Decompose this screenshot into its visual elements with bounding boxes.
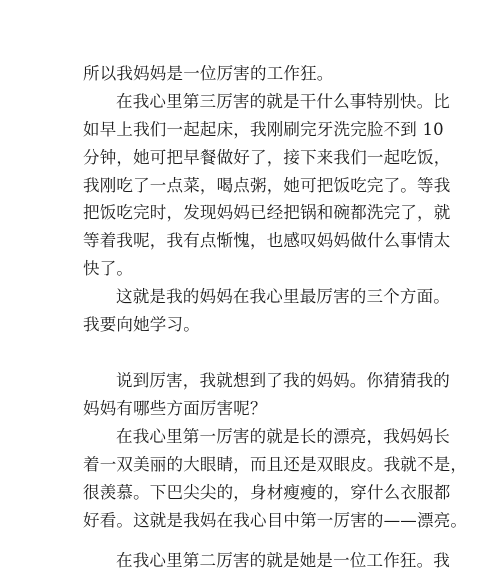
text-line: 好看。这就是我妈在我心目中第一厉害的——漂亮。 bbox=[83, 511, 468, 530]
text-line: 等着我呢，我有点惭愧，也感叹妈妈做什么事情太 bbox=[83, 231, 451, 250]
text-line: 把饭吃完时，发现妈妈已经把锅和碗都洗完了，就 bbox=[83, 203, 451, 222]
text-line: 所以我妈妈是一位厉害的工作狂。 bbox=[83, 64, 334, 83]
text-line: 分钟，她可把早餐做好了，接下来我们一起吃饭， bbox=[83, 148, 451, 167]
text-line: 在我心里第一厉害的就是长的漂亮，我妈妈长 bbox=[116, 427, 450, 446]
text-line: 着一双美丽的大眼睛，而且还是双眼皮。我就不是， bbox=[83, 455, 468, 474]
text-line: 妈妈有哪些方面厉害呢？ bbox=[83, 399, 267, 418]
text-line: 我刚吃了一点菜，喝点粥，她可把饭吃完了。等我 bbox=[83, 176, 451, 195]
text-line: 很羡慕。下巴尖尖的，身材瘦瘦的，穿什么衣服都 bbox=[83, 483, 451, 502]
text-line: 在我心里第三厉害的就是干什么事特别快。比 bbox=[116, 92, 450, 111]
text-line: 如早上我们一起起床，我刚刷完牙洗完脸不到 10 bbox=[83, 120, 444, 139]
text-line: 这就是我的妈妈在我心里最厉害的三个方面。 bbox=[116, 287, 450, 306]
text-line: 我要向她学习。 bbox=[83, 315, 200, 334]
text-line: 说到厉害，我就想到了我的妈妈。你猜猜我的 bbox=[116, 371, 450, 390]
text-line: 在我心里第二厉害的就是她是一位工作狂。我 bbox=[116, 551, 450, 570]
text-line: 快了。 bbox=[83, 259, 134, 278]
